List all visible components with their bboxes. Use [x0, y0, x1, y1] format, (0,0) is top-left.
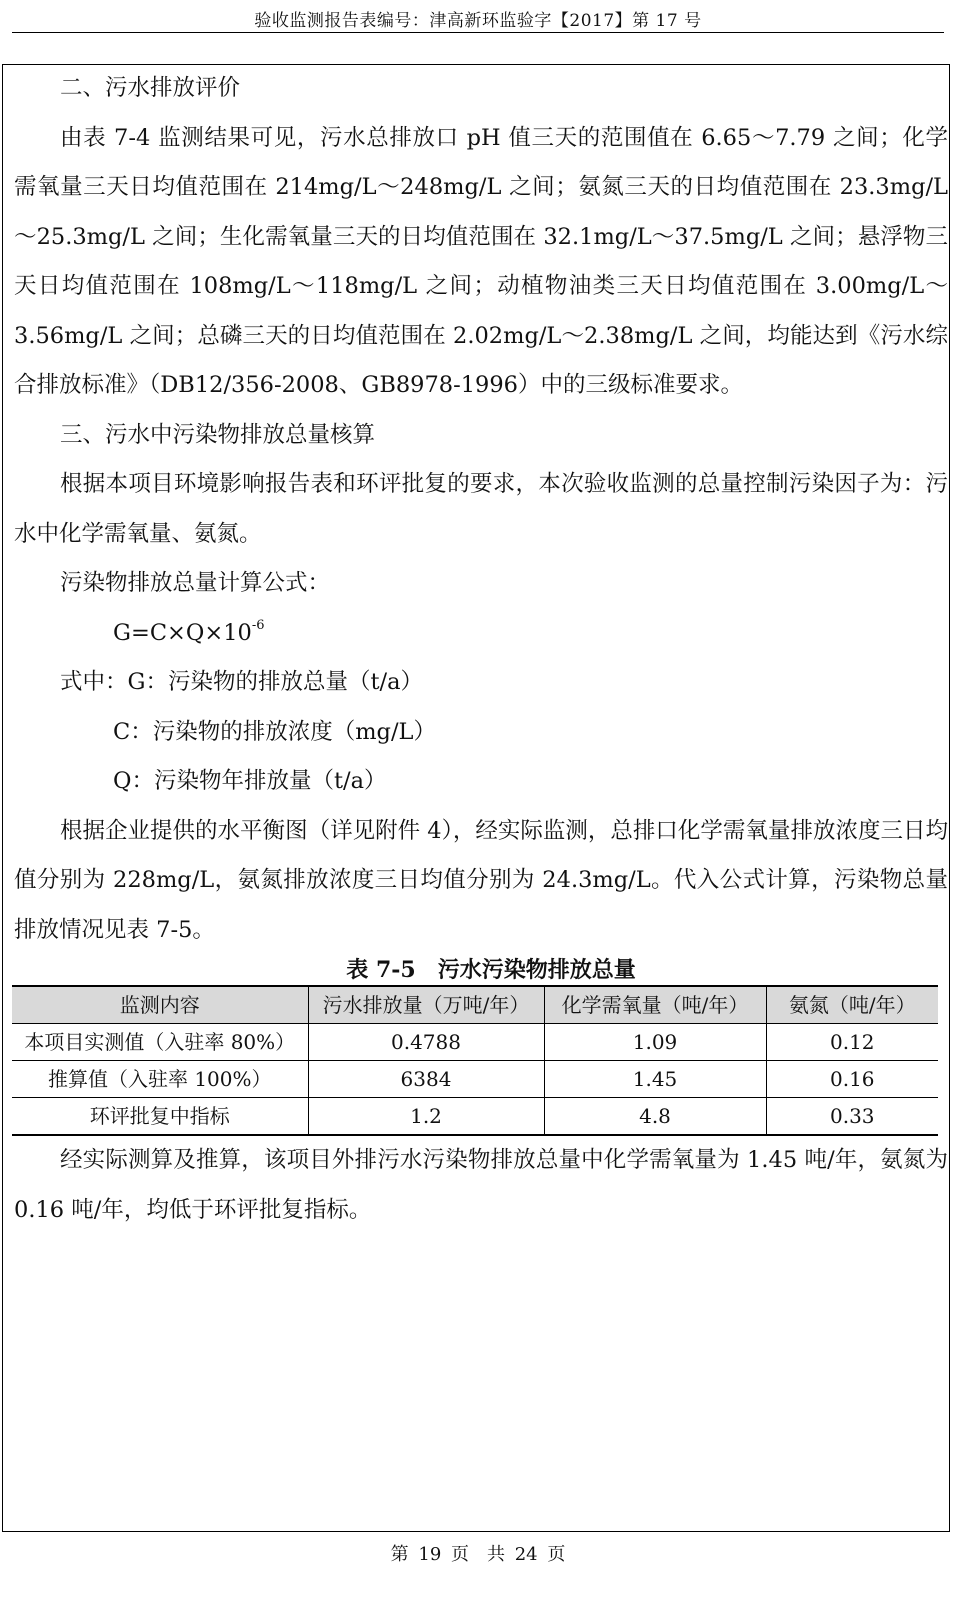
formula-var-c: C：污染物的排放浓度（mg/L） — [113, 718, 436, 745]
table-header-cell: 污水排放量（万吨/年） — [308, 986, 544, 1024]
table-title: 表 7-5 污水污染物排放总量 — [346, 957, 636, 983]
formula-var-g: 式中：G：污染物的排放总量（t/a） — [60, 669, 424, 695]
emission-table — [12, 985, 938, 1136]
formula-var-q: Q：污染物年排放量（t/a） — [113, 768, 387, 794]
table-cell: 推算值（入驻率 100%） — [12, 1061, 308, 1098]
table-cell: 环评批复中指标 — [12, 1098, 308, 1136]
formula — [14, 609, 948, 659]
conclusion-paragraph: 经实际测算及推算，该项目外排污水污染物排放总量中化学需氧量为 1.45 吨/年，氨氮为 0.16 吨/年，均低于环评批复指标。 — [14, 1147, 948, 1223]
table-cell: 0.16 — [766, 1061, 938, 1098]
table-row — [12, 1098, 938, 1136]
table-cell: 1.09 — [544, 1024, 766, 1061]
header-rule — [12, 32, 944, 33]
section-3-paragraph: 根据本项目环境影响报告表和环评批复的要求，本次验收监测的总量控制污染因子为：污水中化学需氧量、氨氮。 — [14, 471, 948, 547]
table-cell: 4.8 — [544, 1098, 766, 1136]
page-content — [14, 64, 948, 1235]
table-row — [12, 1024, 938, 1061]
table-header-cell: 氨氮（吨/年） — [766, 986, 938, 1024]
table-cell: 1.45 — [544, 1061, 766, 1098]
report-header: 验收监测报告表编号：津高新环监验字【2017】第 17 号 — [254, 11, 702, 31]
section-2-heading: 二、污水排放评价 — [60, 75, 241, 101]
table-cell: 6384 — [308, 1061, 544, 1098]
table-header-row — [12, 986, 938, 1024]
table-header-cell: 监测内容 — [12, 986, 308, 1024]
table-cell: 0.12 — [766, 1024, 938, 1061]
section-3-heading: 三、污水中污染物排放总量核算 — [60, 421, 376, 448]
page-number: 第 19 页 共 24 页 — [390, 1544, 566, 1565]
table-cell: 本项目实测值（入驻率 80%） — [12, 1024, 308, 1061]
table-cell: 0.4788 — [308, 1024, 544, 1061]
table-header-cell: 化学需氧量（吨/年） — [544, 986, 766, 1024]
formula-intro: 污染物排放总量计算公式： — [60, 570, 331, 596]
table-cell: 1.2 — [308, 1098, 544, 1136]
table-row — [12, 1061, 938, 1098]
calculation-paragraph: 根据企业提供的水平衡图（详见附件 4），经实际监测，总排口化学需氧量排放浓度三日均值分别为 228mg/L，氨氮排放浓度三日均值分别为 24.3mg/L。代入公式计算，污染物总量排放情况见表 7-5。 — [14, 817, 948, 943]
formula-base: G=C×Q×10 — [113, 619, 252, 646]
table-cell: 0.33 — [766, 1098, 938, 1136]
section-2-paragraph: 由表 7-4 监测结果可见，污水总排放口 pH 值三天的范围值在 6.65～7.79 之间；化学需氧量三天日均值范围在 214mg/L～248mg/L 之间；氨氮三天的日均值范围在 23.3mg/L～25.3mg/L 之间；生化需氧量三天的日均值范围在 32.1mg/L～37.5mg/L 之间；悬浮物三天日均值范围在 108mg/L～118mg/L 之间；动植物油类三天日均值范围在 3.00mg/L～3.56mg/L 之间；总磷三天的日均值范围在 2.02mg/L～2.38mg/L 之间，均能达到《污水综合排放标准》（DB12/356-2008、GB8978-1996）中的三级标准要求。 — [14, 124, 948, 398]
formula-exponent: -6 — [251, 617, 265, 633]
